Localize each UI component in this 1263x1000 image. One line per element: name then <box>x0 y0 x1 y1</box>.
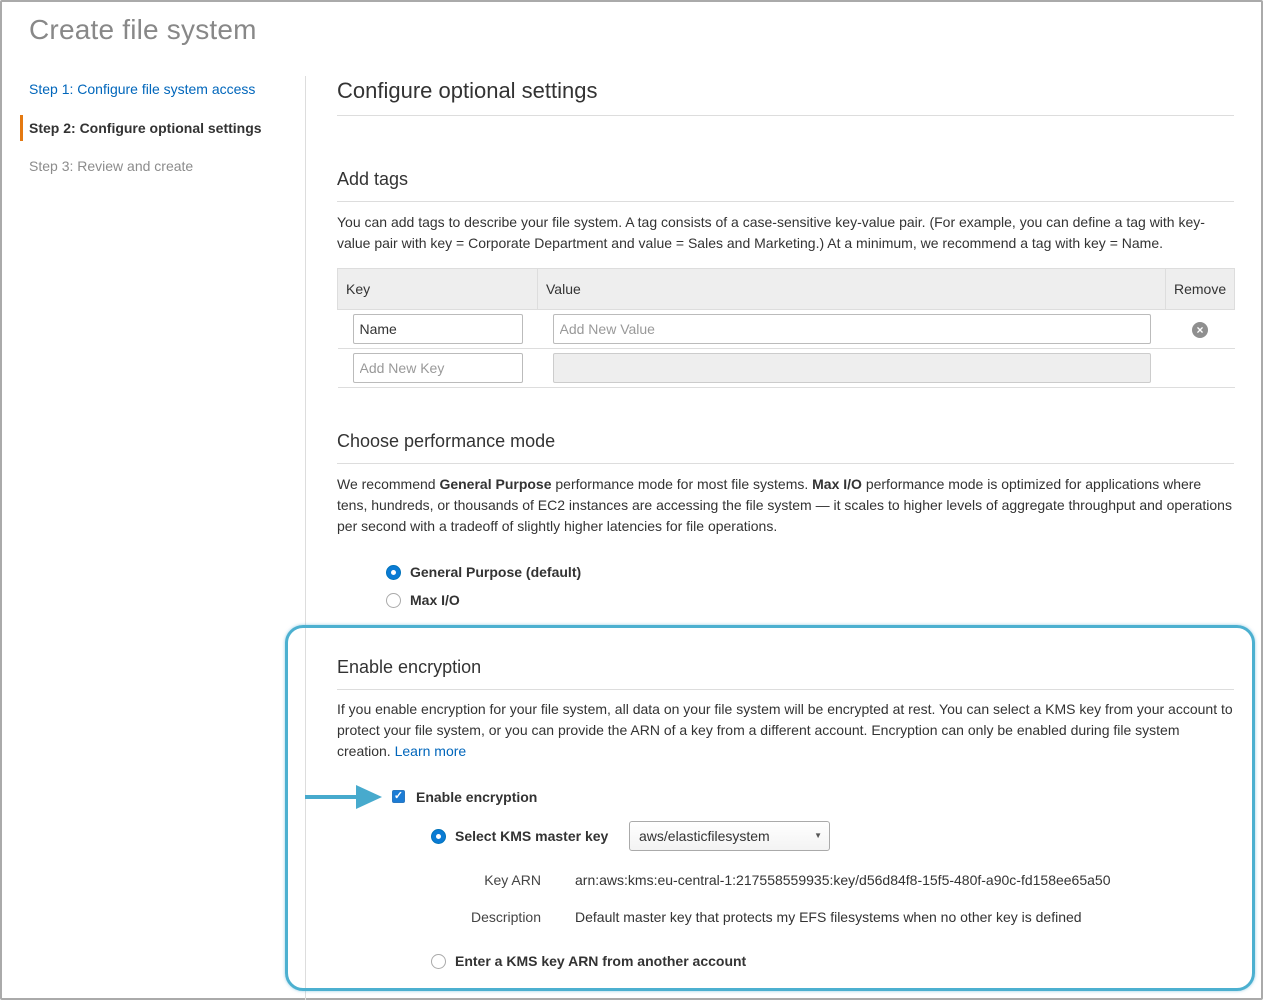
remove-icon[interactable]: × <box>1192 322 1208 338</box>
column-header-value: Value <box>538 269 1166 310</box>
performance-description: We recommend General Purpose performance mode for most file systems. Max I/O performance mode is optimized for applications where tens, hundreds, or thousands of EC2 instances are accessing the file system — it scales to higher levels of aggregate throughput and operations per second with a tradeoff of slightly higher latencies for file operations. <box>337 476 1232 534</box>
radio-selected-icon[interactable] <box>386 565 401 580</box>
divider <box>337 115 1234 116</box>
divider <box>337 201 1234 202</box>
table-row <box>338 349 1235 388</box>
wizard-steps <box>20 70 300 186</box>
table-row <box>338 310 1235 349</box>
step-3-disabled: Step 3: Review and create <box>29 158 194 174</box>
encryption-heading: Enable encryption <box>337 657 482 677</box>
tags-heading: Add tags <box>337 169 409 189</box>
highlight-callout-box <box>285 625 1255 991</box>
callout-arrow-head-icon <box>356 785 382 809</box>
enable-encryption-label[interactable]: Enable encryption <box>416 789 538 805</box>
key-description-value: Default master key that protects my EFS filesystems when no other key is defined <box>575 909 1082 925</box>
radio-select-kms-key[interactable]: Select KMS master key <box>431 828 608 844</box>
column-header-remove: Remove <box>1166 269 1235 310</box>
step-1-link[interactable]: Step 1: Configure file system access <box>29 81 256 97</box>
new-tag-value-input <box>553 353 1151 383</box>
performance-heading: Choose performance mode <box>337 431 556 451</box>
divider <box>337 463 1234 464</box>
radio-unselected-icon[interactable] <box>431 954 446 969</box>
column-header-key: Key <box>338 269 538 310</box>
key-arn-label: Key ARN <box>484 872 541 888</box>
tags-description: You can add tags to describe your file system. A tag consists of a case-sensitive key-value pair. (For example, you can define a tag with key-value pair with key = Corporate Department and value = Sales and Marketing.) At a minimum, we recommend a tag with key = Name. <box>337 214 1205 251</box>
key-description-label: Description <box>470 909 541 925</box>
radio-max-io[interactable]: Max I/O <box>386 592 460 608</box>
tag-key-input[interactable] <box>353 314 523 344</box>
step-2-current: Step 2: Configure optional settings <box>20 115 300 141</box>
radio-general-purpose[interactable]: General Purpose (default) <box>386 564 581 580</box>
key-arn-value: arn:aws:kms:eu-central-1:217558559935:key/d56d84f8-15f5-480f-a90c-fd158ee65a50 <box>575 872 1111 888</box>
radio-selected-icon[interactable] <box>431 829 446 844</box>
section-heading: Configure optional settings <box>337 78 598 103</box>
callout-arrow-icon <box>305 795 361 799</box>
caret-down-icon: ▼ <box>814 831 822 840</box>
tags-table <box>337 268 1235 388</box>
tag-value-input[interactable] <box>553 314 1151 344</box>
encryption-description: If you enable encryption for your file system, all data on your file system will be encrypted at rest. You can select a KMS key from your account to protect your file system, or you can provide the ARN of a key from a different account. Encryption can only be enabled during file system creation. Learn more <box>337 701 1233 759</box>
learn-more-link[interactable]: Learn more <box>394 743 467 759</box>
enable-encryption-checkbox[interactable]: ✓ <box>393 790 404 802</box>
radio-other-account-key[interactable]: Enter a KMS key ARN from another account <box>431 953 746 969</box>
radio-unselected-icon[interactable] <box>386 593 401 608</box>
new-tag-key-input[interactable] <box>353 353 523 383</box>
page-title: Create file system <box>29 14 257 45</box>
kms-key-select[interactable]: aws/elasticfilesystem ▼ <box>629 821 830 851</box>
